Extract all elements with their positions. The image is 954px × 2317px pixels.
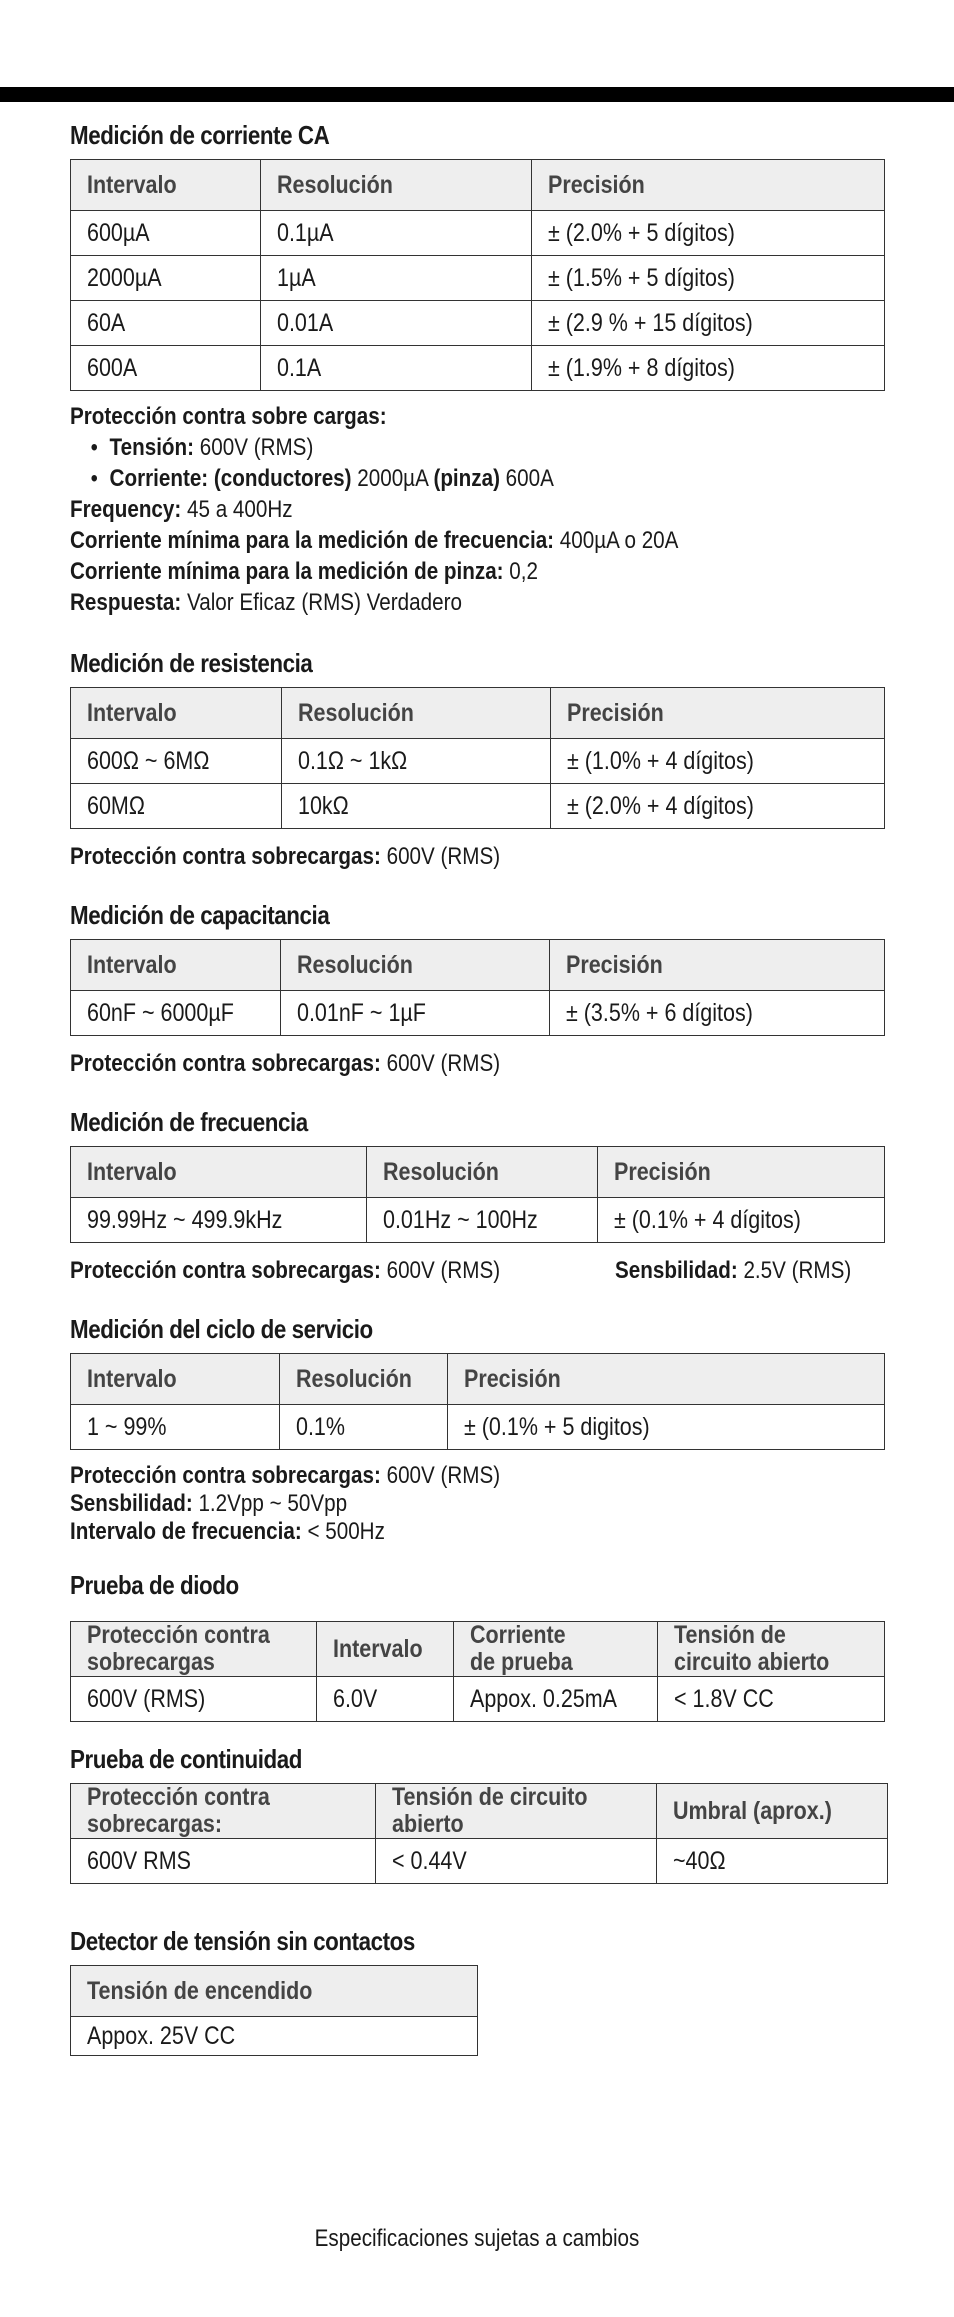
- header-cell: Precisión: [447, 1354, 884, 1405]
- header-cell: Resolución: [260, 160, 532, 211]
- table-row: [71, 256, 885, 301]
- table-row: [71, 991, 885, 1036]
- table-cell: Appox. 0.25mA: [453, 1677, 657, 1722]
- table-cell: 60MΩ: [71, 784, 282, 829]
- table-row: [71, 2017, 478, 2056]
- diode-table: [70, 1621, 885, 1722]
- table-cell: 600A: [71, 346, 261, 391]
- table-cell: 600V (RMS): [71, 1677, 317, 1722]
- header-cell: Intervalo: [71, 688, 282, 739]
- section-title-diode: Prueba de diodo: [70, 1570, 239, 1600]
- table-cell: 6.0V: [316, 1677, 453, 1722]
- table-cell: 10kΩ: [281, 784, 551, 829]
- table-cell: 0.1A: [260, 346, 532, 391]
- table-row: [71, 1677, 885, 1722]
- section-title-capacitance: Medición de capacitancia: [70, 900, 330, 930]
- header-cell: Tensión de circuito abierto: [376, 1784, 657, 1839]
- header-cell: Intervalo: [316, 1622, 453, 1677]
- header-cell: Resolución: [366, 1147, 598, 1198]
- table-cell: ± (2.0% + 5 dígitos): [532, 211, 885, 256]
- table-header-row: [71, 1966, 478, 2017]
- table-cell: ± (1.0% + 4 dígitos): [551, 739, 885, 784]
- section-title-continuity: Prueba de continuidad: [70, 1744, 302, 1774]
- note-line: Frequency: 45 a 400Hz: [70, 496, 293, 523]
- continuity-table: [70, 1783, 888, 1884]
- table-header-row: [71, 1147, 885, 1198]
- note-bullet: • Corriente: (conductores) 2000µA (pinza) 600A: [70, 463, 775, 494]
- table-cell: ± (2.9 % + 15 dígitos): [532, 301, 885, 346]
- note-line: Sensbilidad: 1.2Vpp ~ 50Vpp: [70, 1490, 348, 1517]
- note-line: Protección contra sobrecargas: 600V (RMS): [70, 843, 501, 870]
- table-cell: ± (0.1% + 4 dígitos): [598, 1198, 885, 1243]
- table-cell: ± (1.5% + 5 dígitos): [532, 256, 885, 301]
- table-header-row: [71, 1784, 888, 1839]
- table-cell: ± (0.1% + 5 digitos): [447, 1405, 884, 1450]
- header-cell: Tensión de circuito abierto: [657, 1622, 884, 1677]
- table-row: [71, 1839, 888, 1884]
- header-cell: Resolución: [281, 688, 551, 739]
- header-cell: Precisión: [550, 940, 885, 991]
- table-cell: 600µA: [71, 211, 261, 256]
- section-title-resistance: Medición de resistencia: [70, 648, 313, 678]
- table-cell: 600Ω ~ 6MΩ: [71, 739, 282, 784]
- table-cell: ± (2.0% + 4 dígitos): [551, 784, 885, 829]
- table-cell: 0.01nF ~ 1µF: [280, 991, 550, 1036]
- header-cell: Resolución: [280, 940, 550, 991]
- note-line: Protección contra sobrecargas: 600V (RMS): [70, 1462, 501, 1489]
- table-row: [71, 1198, 885, 1243]
- header-cell: Intervalo: [71, 1147, 367, 1198]
- section-title-ncv: Detector de tensión sin contactos: [70, 1926, 415, 1956]
- table-cell: 1µA: [260, 256, 532, 301]
- table-cell: Appox. 25V CC: [71, 2017, 478, 2056]
- table-header-row: [71, 940, 885, 991]
- note-line: Corriente mínima para la medición de pinza: 0,2: [70, 558, 538, 585]
- ncv-table: [70, 1965, 478, 2056]
- resistance-notes: [70, 841, 890, 872]
- top-rule: [0, 87, 954, 102]
- ac-current-notes: [70, 401, 890, 618]
- header-cell: Intervalo: [71, 940, 281, 991]
- note-line: Protección contra sobrecargas: 600V (RMS): [70, 1257, 501, 1284]
- header-cell: Protección contra sobrecargas:: [71, 1784, 376, 1839]
- header-cell: Protección contra sobrecargas: [71, 1622, 317, 1677]
- resistance-table: [70, 687, 885, 829]
- table-cell: 1 ~ 99%: [71, 1405, 280, 1450]
- table-cell: 60nF ~ 6000µF: [71, 991, 281, 1036]
- table-cell: 600V RMS: [71, 1839, 376, 1884]
- table-cell: 0.1%: [279, 1405, 447, 1450]
- table-cell: 0.01Hz ~ 100Hz: [366, 1198, 598, 1243]
- section-title-frequency: Medición de frecuencia: [70, 1107, 308, 1137]
- note-line: Intervalo de frecuencia: < 500Hz: [70, 1518, 385, 1545]
- header-cell: Tensión de encendido: [71, 1966, 478, 2017]
- table-cell: 60A: [71, 301, 261, 346]
- note-line: Protección contra sobrecargas: 600V (RMS): [70, 1050, 501, 1077]
- note-line: Protección contra sobre cargas:: [70, 403, 387, 430]
- header-cell: Intervalo: [71, 160, 261, 211]
- table-row: [71, 1405, 885, 1450]
- note-line: Respuesta: Valor Eficaz (RMS) Verdadero: [70, 589, 462, 616]
- table-header-row: [71, 688, 885, 739]
- table-row: [71, 784, 885, 829]
- table-cell: 99.99Hz ~ 499.9kHz: [71, 1198, 367, 1243]
- frequency-table: [70, 1146, 885, 1243]
- header-cell: Umbral (aprox.): [657, 1784, 888, 1839]
- table-cell: ± (1.9% + 8 dígitos): [532, 346, 885, 391]
- header-cell: Precisión: [551, 688, 885, 739]
- table-cell: < 0.44V: [376, 1839, 657, 1884]
- header-cell: Intervalo: [71, 1354, 280, 1405]
- header-cell: Precisión: [532, 160, 885, 211]
- capacitance-notes: [70, 1048, 890, 1079]
- ac-current-table: [70, 159, 885, 391]
- spec-content: [70, 120, 890, 2056]
- duty-cycle-notes: [70, 1462, 890, 1546]
- table-header-row: [71, 1354, 885, 1405]
- table-cell: ~40Ω: [657, 1839, 888, 1884]
- table-cell: 0.1Ω ~ 1kΩ: [281, 739, 551, 784]
- section-title-duty-cycle: Medición del ciclo de servicio: [70, 1314, 373, 1344]
- table-cell: ± (3.5% + 6 dígitos): [550, 991, 885, 1036]
- table-cell: 2000µA: [71, 256, 261, 301]
- note-line: Sensbilidad: 2.5V (RMS): [615, 1257, 852, 1284]
- table-row: [71, 346, 885, 391]
- header-cell: Precisión: [598, 1147, 885, 1198]
- header-cell: Corriente de prueba: [453, 1622, 657, 1677]
- header-cell: Resolución: [279, 1354, 447, 1405]
- table-header-row: [71, 1622, 885, 1677]
- table-row: [71, 211, 885, 256]
- footer-note: Especificaciones sujetas a cambios: [314, 2225, 640, 2252]
- section-title-ac-current: Medición de corriente CA: [70, 120, 330, 150]
- note-line: Corriente mínima para la medición de frecuencia: 400µA o 20A: [70, 527, 679, 554]
- table-cell: 0.1µA: [260, 211, 532, 256]
- table-header-row: [71, 160, 885, 211]
- table-row: [71, 739, 885, 784]
- frequency-notes: [70, 1255, 890, 1286]
- capacitance-table: [70, 939, 885, 1036]
- duty-cycle-table: [70, 1353, 885, 1450]
- table-row: [71, 301, 885, 346]
- table-cell: 0.01A: [260, 301, 532, 346]
- note-bullet: • Tensión: 600V (RMS): [70, 432, 775, 463]
- table-cell: < 1.8V CC: [657, 1677, 884, 1722]
